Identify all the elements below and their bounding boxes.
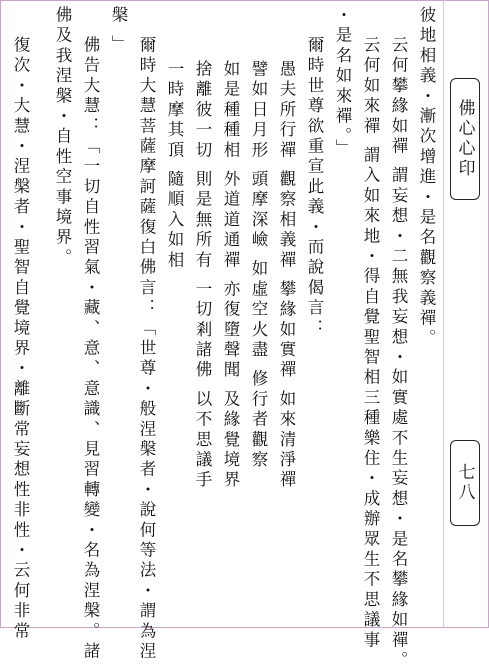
- verse-column: 一時摩其頂 隨順入如相: [165, 60, 184, 271]
- text-column: 槃 」: [109, 6, 128, 56]
- verse-column: 愚夫所行禪 觀察相義禪 攀緣如實禪 如來清淨禪: [277, 60, 296, 491]
- text-column: 云何如來禪 謂入如來地・得自覺聖智相三種樂住・成辦眾生不思議事: [361, 36, 380, 651]
- page-number: 七八: [454, 463, 475, 503]
- book-title-box: [450, 78, 480, 200]
- text-column: 爾時大慧菩薩摩訶薩復白佛言：「世尊・般涅槃者・說何等法・謂為涅: [137, 36, 156, 663]
- text-column: 云何攀緣如禪 謂妄想・二無我妄想・如實處不生妄想・是名攀緣如禪。: [389, 36, 408, 671]
- text-column: 佛及我涅槃・自性空事境界。: [53, 6, 72, 269]
- verse-column: 如是種種相 外道道通禪 亦復墮聲聞 及緣覺境界: [221, 60, 240, 491]
- text-column: 彼地相義・漸次增進・是名觀察義禪。: [417, 6, 436, 350]
- text-column: 佛告大慧：「一切自性習氣・藏、意、意識、見習轉變・名為涅槃。諸: [81, 36, 100, 663]
- text-column: ・是名如來禪。」: [333, 6, 352, 160]
- verse-column: 譬如日月形 頭摩深嶮 如虛空火盡 修行者觀察: [249, 60, 268, 471]
- text-column: 爾時世尊欲重宣此義・而說偈言：: [305, 36, 324, 339]
- page-number-box: [450, 440, 480, 526]
- book-title: 佛心心印: [454, 99, 475, 179]
- margin-rule: [443, 0, 444, 628]
- verse-column: 捨離彼一切 則是無所有 一切剎諸佛 以不思議手: [193, 60, 212, 491]
- text-column: 復次・大慧・涅槃者・聖智自覺境界・離斷常妄想性非性・云何非常: [11, 36, 30, 642]
